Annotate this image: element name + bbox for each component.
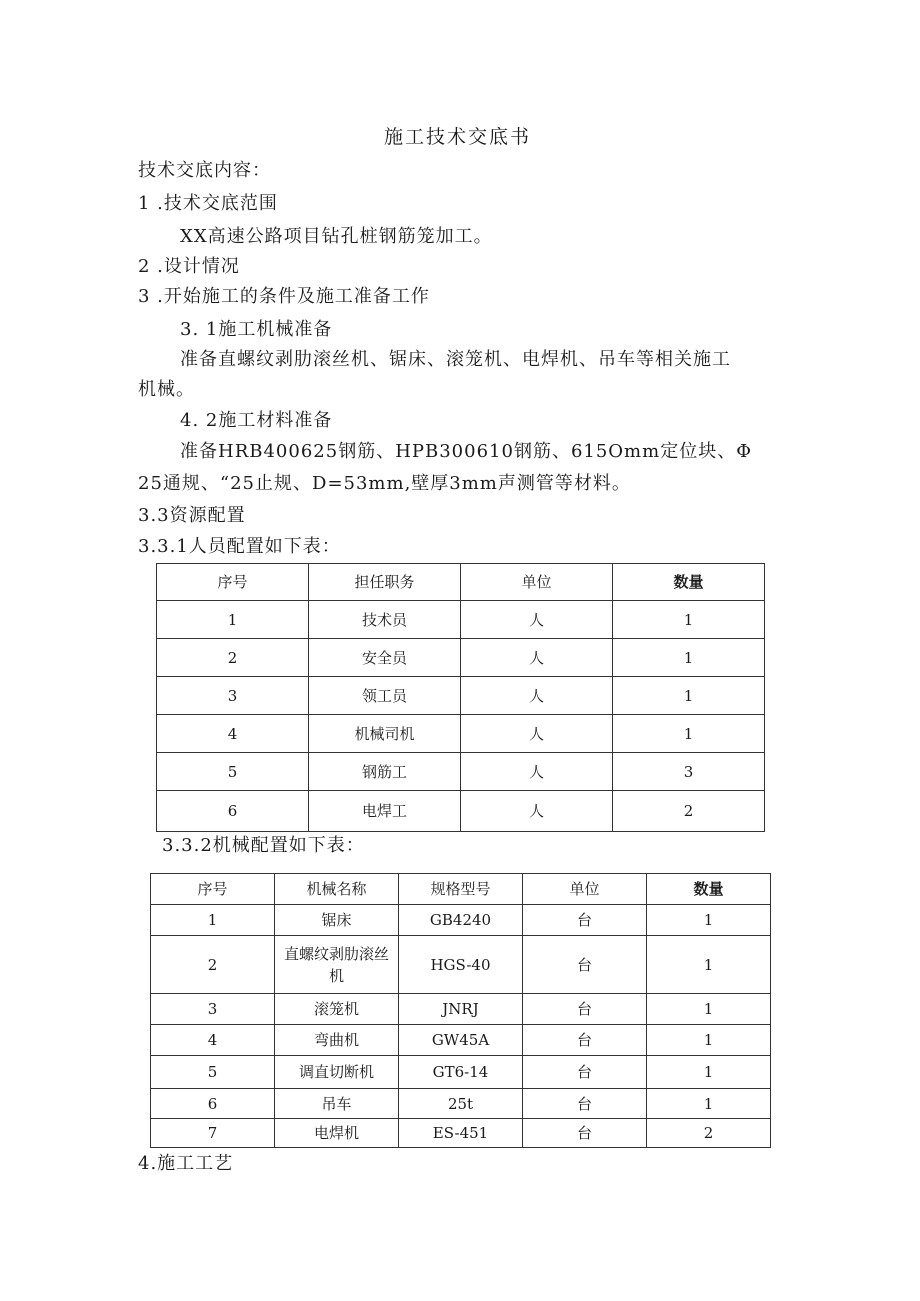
table-cell: 人 xyxy=(461,715,613,753)
table-row xyxy=(151,1056,771,1089)
document-title: 施工技术交底书 xyxy=(384,126,532,148)
table-cell: 台 xyxy=(523,994,647,1025)
table-row xyxy=(151,1025,771,1056)
table-cell: 2 xyxy=(647,1119,771,1148)
table-cell: 直螺纹剥肋滚丝机 xyxy=(275,936,399,994)
table-cell: 人 xyxy=(461,639,613,677)
table-cell: 4 xyxy=(151,1025,275,1056)
table-cell: 6 xyxy=(157,791,309,832)
table-cell: JNRJ xyxy=(399,994,523,1025)
table-cell: 1 xyxy=(647,1025,771,1056)
table-cell: 台 xyxy=(523,905,647,936)
section-1-body: XX高速公路项目钻孔桩钢筋笼加工。 xyxy=(180,226,493,247)
personnel-header-cell: 数量 xyxy=(613,564,765,601)
section-2-heading: 2 .设计情况 xyxy=(138,256,240,277)
section-3-3-heading: 3.3资源配置 xyxy=(138,505,246,526)
table-cell: 领工员 xyxy=(309,677,461,715)
personnel-header-cell: 担任职务 xyxy=(309,564,461,601)
table-cell: 人 xyxy=(461,677,613,715)
table-cell: 电焊机 xyxy=(275,1119,399,1148)
table-cell: 1 xyxy=(647,936,771,994)
table-row xyxy=(157,791,765,832)
table-cell: 2 xyxy=(613,791,765,832)
table-cell: 1 xyxy=(151,905,275,936)
table-cell: 1 xyxy=(647,994,771,1025)
table-row xyxy=(157,753,765,791)
table-cell: 5 xyxy=(157,753,309,791)
section-4-2-heading: 4. 2施工材料准备 xyxy=(180,410,333,431)
table-cell: 弯曲机 xyxy=(275,1025,399,1056)
table-cell: ES-451 xyxy=(399,1119,523,1148)
table-cell: 1 xyxy=(647,1056,771,1089)
section-4-heading: 4.施工工艺 xyxy=(138,1153,234,1174)
machinery-header-cell: 机械名称 xyxy=(275,874,399,905)
table-cell: 调直切断机 xyxy=(275,1056,399,1089)
section-3-1-heading: 3. 1施工机械准备 xyxy=(180,319,333,340)
table-cell: 2 xyxy=(151,936,275,994)
table-cell: 6 xyxy=(151,1089,275,1119)
section-3-heading: 3 .开始施工的条件及施工准备工作 xyxy=(138,286,430,307)
table-cell: 吊车 xyxy=(275,1089,399,1119)
table-cell: 3 xyxy=(613,753,765,791)
table-cell: 1 xyxy=(157,601,309,639)
table-cell: 人 xyxy=(461,791,613,832)
section-3-1-body-line2: 机械。 xyxy=(138,379,195,400)
table-cell: 机械司机 xyxy=(309,715,461,753)
table-cell: GW45A xyxy=(399,1025,523,1056)
table-row xyxy=(151,936,771,994)
table-cell: 人 xyxy=(461,601,613,639)
intro-label: 技术交底内容： xyxy=(138,160,271,181)
table-row xyxy=(151,994,771,1025)
table-cell: 1 xyxy=(613,677,765,715)
table-cell: 4 xyxy=(157,715,309,753)
personnel-table xyxy=(156,563,765,832)
table-cell: 电焊工 xyxy=(309,791,461,832)
section-4-2-body-line1: 准备HRB400625钢筋、HPB300610钢筋、615Omm定位块、Φ xyxy=(180,441,752,462)
machinery-table-header-row xyxy=(151,874,771,905)
machinery-table xyxy=(150,873,771,1148)
table-cell: 钢筋工 xyxy=(309,753,461,791)
table-row xyxy=(157,639,765,677)
table-row xyxy=(151,1089,771,1119)
table-cell: GB4240 xyxy=(399,905,523,936)
section-3-1-body-line1: 准备直螺纹剥肋滚丝机、锯床、滚笼机、电焊机、吊车等相关施工 xyxy=(180,349,731,370)
table-cell: 1 xyxy=(613,639,765,677)
table-cell: 台 xyxy=(523,936,647,994)
personnel-header-cell: 序号 xyxy=(157,564,309,601)
table-cell: 安全员 xyxy=(309,639,461,677)
section-3-3-2-heading: 3.3.2机械配置如下表： xyxy=(162,835,365,856)
table-cell: 5 xyxy=(151,1056,275,1089)
table-cell: 3 xyxy=(151,994,275,1025)
table-row xyxy=(151,1119,771,1148)
table-cell: 1 xyxy=(647,905,771,936)
table-cell: 1 xyxy=(613,601,765,639)
section-1-heading: 1 .技术交底范围 xyxy=(138,193,278,214)
table-cell: 7 xyxy=(151,1119,275,1148)
table-row xyxy=(157,677,765,715)
table-cell: 台 xyxy=(523,1056,647,1089)
section-3-3-1-heading: 3.3.1人员配置如下表： xyxy=(138,536,341,557)
table-cell: GT6-14 xyxy=(399,1056,523,1089)
table-cell: HGS-40 xyxy=(399,936,523,994)
personnel-table-header-row xyxy=(157,564,765,601)
table-cell: 3 xyxy=(157,677,309,715)
section-4-2-body-line2: 25通规、“25止规、D=53mm,壁厚3mm声测管等材料。 xyxy=(138,473,631,494)
table-row xyxy=(151,905,771,936)
table-row xyxy=(157,601,765,639)
table-cell: 2 xyxy=(157,639,309,677)
table-cell: 1 xyxy=(613,715,765,753)
table-cell: 台 xyxy=(523,1025,647,1056)
table-cell: 台 xyxy=(523,1119,647,1148)
table-cell: 人 xyxy=(461,753,613,791)
table-cell: 25t xyxy=(399,1089,523,1119)
machinery-header-cell: 规格型号 xyxy=(399,874,523,905)
machinery-header-cell: 单位 xyxy=(523,874,647,905)
table-cell: 1 xyxy=(647,1089,771,1119)
personnel-header-cell: 单位 xyxy=(461,564,613,601)
table-cell: 滚笼机 xyxy=(275,994,399,1025)
machinery-header-cell: 序号 xyxy=(151,874,275,905)
table-cell: 锯床 xyxy=(275,905,399,936)
table-cell: 技术员 xyxy=(309,601,461,639)
machinery-header-cell: 数量 xyxy=(647,874,771,905)
table-cell: 台 xyxy=(523,1089,647,1119)
table-row xyxy=(157,715,765,753)
